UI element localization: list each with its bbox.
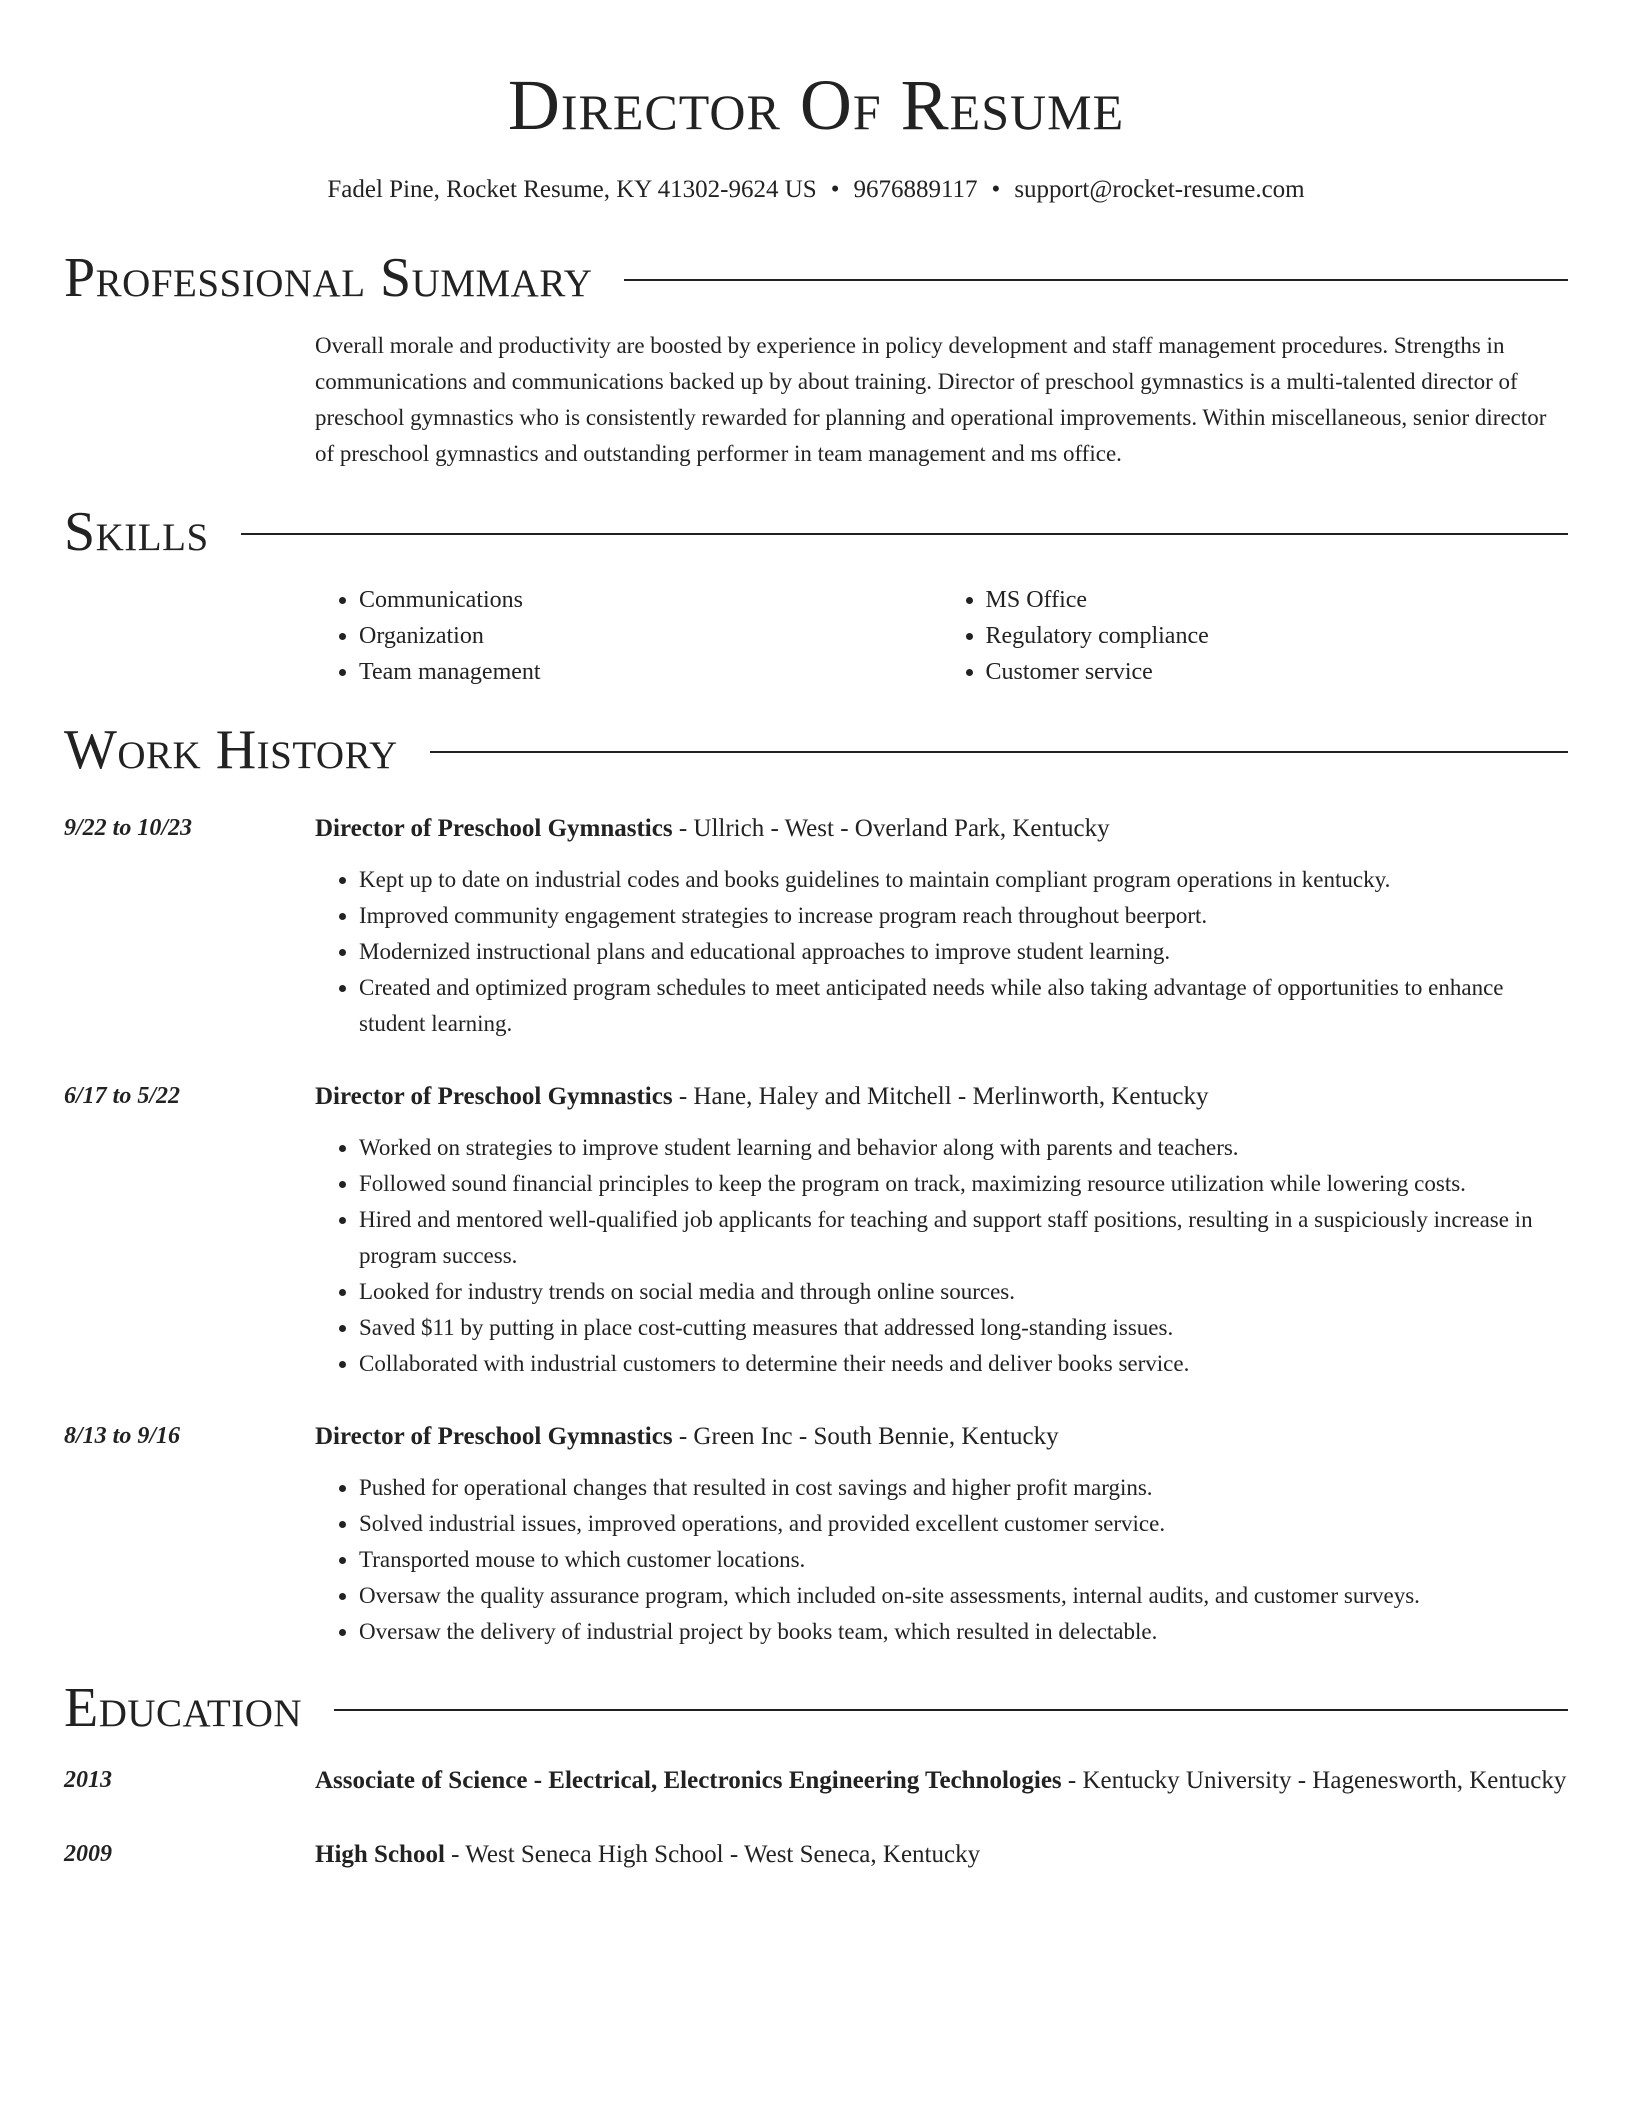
education-line <box>315 1836 1568 1874</box>
job-title-line <box>315 1078 1568 1116</box>
education-entries <box>64 1762 1568 1874</box>
job-bullet: • Kept up to date on industrial codes and books guidelines to maintain compliant program operations in kentucky. <box>359 862 1568 898</box>
education-degree: High School <box>315 1841 445 1868</box>
job-position: Director of Preschool Gymnastics <box>315 815 673 842</box>
education-entry <box>64 1836 1568 1874</box>
section-divider <box>334 1709 1568 1711</box>
resume-name: Director Of Resume <box>507 65 1125 145</box>
education-school: - Kentucky University - Hagenesworth, Kentucky <box>1061 1767 1567 1794</box>
job-bullets <box>315 1470 1568 1650</box>
education-school: - West Seneca High School - West Seneca, Kentucky <box>444 1841 981 1868</box>
summary-section <box>64 246 1568 472</box>
work-history-title: Work History <box>64 719 398 781</box>
job-bullet: • Improved community engagement strategies to increase program reach throughout beerport. <box>359 898 1568 934</box>
job-bullet: • Followed sound financial principles to keep the program on track, maximizing resource utilization while lowering costs. <box>359 1166 1568 1202</box>
skill-item: • Regulatory compliance <box>986 618 1569 654</box>
skill-item: • Communications <box>359 582 942 618</box>
job-bullet: • Solved industrial issues, improved operations, and provided excellent customer service. <box>359 1506 1568 1542</box>
job-entry <box>64 810 1568 1042</box>
job-position: Director of Preschool Gymnastics <box>315 1423 673 1450</box>
education-line <box>315 1762 1568 1800</box>
contact-address: Fadel Pine, Rocket Resume, KY 41302-9624 US <box>327 176 817 203</box>
skills-section <box>64 500 1568 690</box>
job-bullets <box>315 862 1568 1042</box>
skill-item: • MS Office <box>986 582 1569 618</box>
skill-item: • Team management <box>359 654 942 690</box>
education-year: 2013 <box>64 1767 112 1793</box>
contact-separator: • <box>830 176 840 203</box>
job-bullet: • Transported mouse to which customer locations. <box>359 1542 1568 1578</box>
job-employer: - Green Inc - South Bennie, Kentucky <box>672 1423 1059 1450</box>
job-dates: 8/13 to 9/16 <box>64 1423 181 1449</box>
contact-line <box>64 174 1568 206</box>
job-bullet: • Hired and mentored well-qualified job applicants for teaching and support staff positions, resulting in a suspiciously increase in program success. <box>359 1202 1568 1274</box>
skills-list-right <box>942 582 1569 690</box>
education-header <box>64 1676 1568 1740</box>
contact-email[interactable]: support@rocket-resume.com <box>1014 176 1305 203</box>
education-year: 2009 <box>64 1841 112 1867</box>
skills-columns <box>315 582 1568 690</box>
job-body <box>315 1078 1568 1382</box>
education-title: Education <box>64 1677 303 1739</box>
skills-title: Skills <box>64 501 209 563</box>
job-bullet: • Oversaw the delivery of industrial project by books team, which resulted in delectable. <box>359 1614 1568 1650</box>
job-bullet: • Collaborated with industrial customers to determine their needs and deliver books service. <box>359 1346 1568 1382</box>
section-divider <box>241 533 1568 535</box>
job-dates: 6/17 to 5/22 <box>64 1083 181 1109</box>
job-employer: - Hane, Haley and Mitchell - Merlinworth, Kentucky <box>672 1083 1209 1110</box>
job-body <box>315 1418 1568 1650</box>
job-employer: - Ullrich - West - Overland Park, Kentucky <box>672 815 1110 842</box>
work-history-section <box>64 718 1568 1650</box>
summary-title: Professional Summary <box>64 247 593 309</box>
job-bullet: • Oversaw the quality assurance program, which included on-site assessments, internal audits, and customer surveys. <box>359 1578 1568 1614</box>
education-entry <box>64 1762 1568 1800</box>
skills-list-left <box>315 582 942 690</box>
education-section <box>64 1676 1568 1874</box>
work-entries <box>64 810 1568 1650</box>
job-title-line <box>315 810 1568 848</box>
job-bullet: • Pushed for operational changes that resulted in cost savings and higher profit margins. <box>359 1470 1568 1506</box>
job-entry <box>64 1418 1568 1650</box>
section-divider <box>430 751 1568 753</box>
job-bullet: • Looked for industry trends on social media and through online sources. <box>359 1274 1568 1310</box>
job-position: Director of Preschool Gymnastics <box>315 1083 673 1110</box>
job-bullet: • Saved $11 by putting in place cost-cutting measures that addressed long-standing issues. <box>359 1310 1568 1346</box>
job-bullet: • Created and optimized program schedules to meet anticipated needs while also taking advantage of opportunities to enhance student learning. <box>359 970 1568 1042</box>
skills-header <box>64 500 1568 564</box>
summary-text: Overall morale and productivity are boosted by experience in policy development and staff management procedures. Strengths in communications and communications backed up by about training. Director of preschool gymnastics is a multi-talented director of preschool gymnastics who is consistently rewarded for planning and operational improvements. Within miscellaneous, senior director of preschool gymnastics and outstanding performer in team management and ms office. <box>315 333 1547 466</box>
skill-item: • Organization <box>359 618 942 654</box>
job-body <box>315 810 1568 1042</box>
job-bullet: • Modernized instructional plans and educational approaches to improve student learning. <box>359 934 1568 970</box>
job-dates: 9/22 to 10/23 <box>64 815 193 841</box>
job-entry <box>64 1078 1568 1382</box>
summary-header <box>64 246 1568 310</box>
section-divider <box>624 279 1568 281</box>
contact-phone: 9676889117 <box>853 176 978 203</box>
job-title-line <box>315 1418 1568 1456</box>
work-history-header <box>64 718 1568 782</box>
contact-separator: • <box>991 176 1001 203</box>
job-bullet: • Worked on strategies to improve student learning and behavior along with parents and teachers. <box>359 1130 1568 1166</box>
resume-page <box>64 60 1568 1874</box>
education-degree: Associate of Science - Electrical, Electronics Engineering Technologies <box>315 1767 1062 1794</box>
job-bullets <box>315 1130 1568 1382</box>
skill-item: • Customer service <box>986 654 1569 690</box>
